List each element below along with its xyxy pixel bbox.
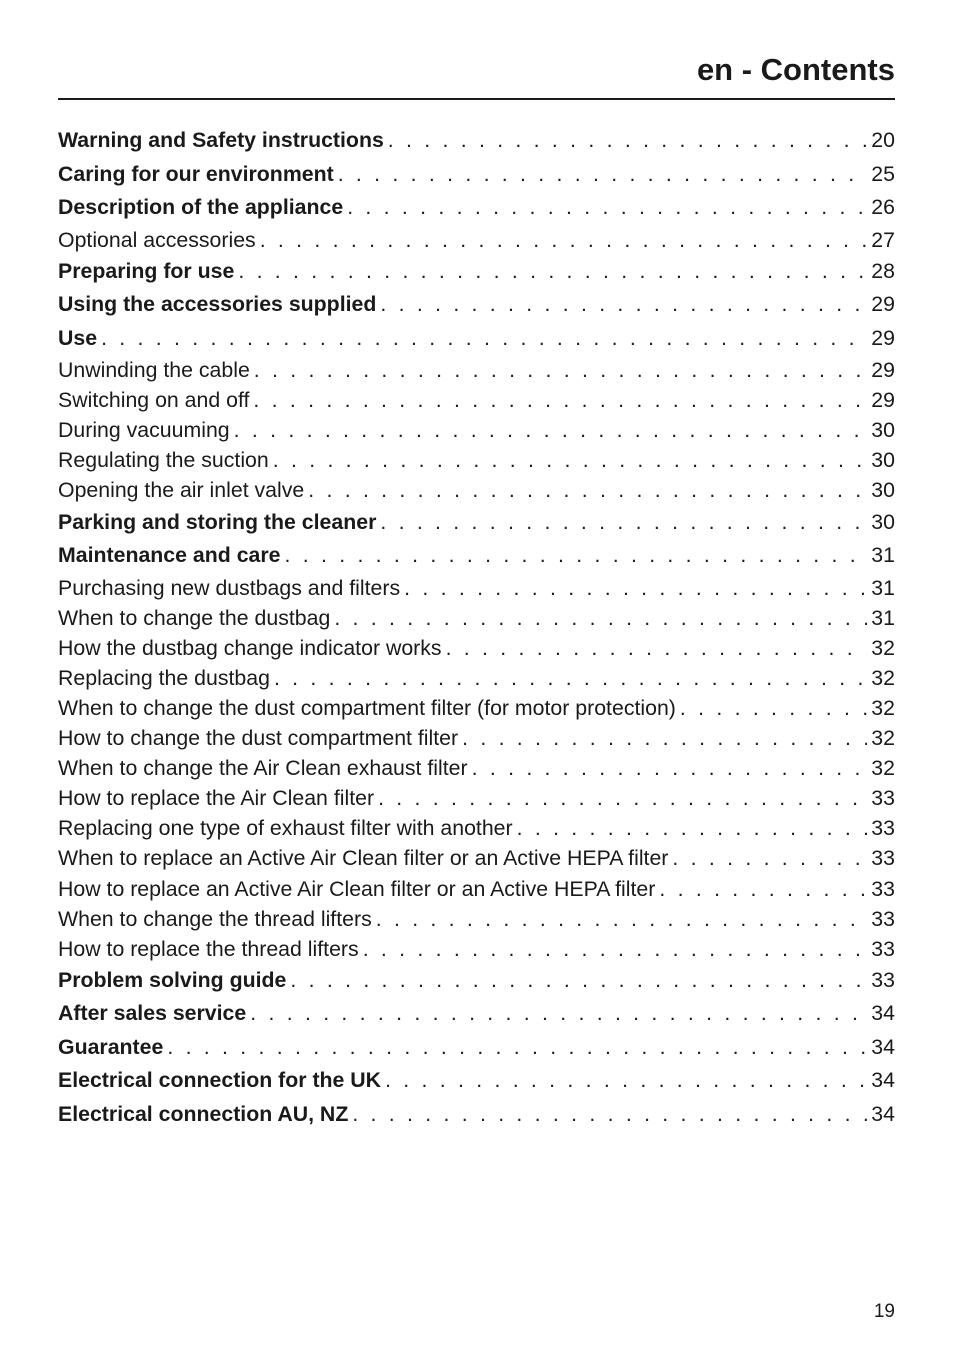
toc-entry-page: 34 [871, 1034, 895, 1059]
toc-entry[interactable] [58, 904, 895, 934]
toc-entry-page: 29 [871, 292, 895, 317]
toc-entry-page: 32 [871, 756, 895, 781]
toc-entry-title: How to replace an Active Air Clean filter or an Active HEPA filter [58, 876, 656, 901]
toc-entry[interactable] [58, 539, 895, 573]
toc-entry[interactable] [58, 191, 895, 225]
toc-entry-page: 26 [871, 195, 895, 219]
toc-entry[interactable] [58, 813, 895, 843]
toc-dot-leader [378, 783, 867, 813]
toc-dot-leader [680, 693, 867, 723]
toc-dot-leader [260, 225, 868, 255]
toc-dot-leader [250, 997, 867, 1031]
toc-entry-title: How the dustbag change indicator works [58, 635, 442, 660]
toc-entry[interactable] [58, 843, 895, 873]
toc-entry-title: Warning and Safety instructions [58, 128, 384, 152]
toc-entry-page: 33 [871, 967, 895, 992]
toc-dot-leader [238, 255, 867, 289]
toc-entry-title: Maintenance and care [58, 543, 281, 568]
toc-dot-leader [672, 843, 867, 873]
toc-entry-page: 30 [871, 418, 895, 443]
toc-entry-page: 27 [871, 227, 895, 252]
toc-entry-page: 32 [871, 635, 895, 660]
toc-entry-title: Replacing one type of exhaust filter with another [58, 816, 513, 841]
toc-entry[interactable] [58, 783, 895, 813]
toc-entry-title: Guarantee [58, 1034, 164, 1059]
toc-entry[interactable] [58, 693, 895, 723]
toc-entry-title: When to replace an Active Air Clean filter or an Active HEPA filter [58, 846, 669, 871]
toc-entry[interactable] [58, 385, 895, 415]
toc-entry-title: How to replace the thread lifters [58, 936, 359, 961]
toc-entry[interactable] [58, 506, 895, 540]
toc-entry-page: 31 [871, 543, 895, 568]
toc-entry-title: After sales service [58, 1001, 247, 1026]
toc-entry-title: Problem solving guide [58, 967, 287, 992]
toc-entry-page: 29 [871, 325, 895, 350]
page-title: en - Contents [696, 52, 895, 87]
toc-dot-leader [517, 813, 868, 843]
toc-entry-page: 34 [871, 1001, 895, 1026]
toc-dot-leader [254, 355, 868, 385]
toc-entry-page: 33 [871, 906, 895, 931]
toc-entry-title: Switching on and off [58, 388, 250, 413]
toc-entry[interactable] [58, 225, 895, 255]
toc-entry-title: When to change the Air Clean exhaust filter [58, 756, 468, 781]
toc-entry[interactable] [58, 322, 895, 356]
toc-entry-title: How to replace the Air Clean filter [58, 786, 375, 811]
toc-dot-leader [290, 964, 867, 998]
toc-entry-page: 31 [871, 605, 895, 630]
toc-entry-page: 28 [871, 258, 895, 283]
toc-entry[interactable] [58, 874, 895, 904]
toc-entry-title: Unwinding the cable [58, 358, 250, 383]
toc-dot-leader [234, 415, 868, 445]
toc-entry[interactable] [58, 1098, 895, 1132]
toc-dot-leader [308, 475, 867, 505]
toc-entry[interactable] [58, 1064, 895, 1098]
toc-entry-title: Caring for our environment [58, 161, 334, 186]
toc-dot-leader [376, 904, 868, 934]
toc-dot-leader [462, 723, 867, 753]
toc-entry-page: 20 [871, 128, 895, 152]
toc-entry-page: 34 [871, 1068, 895, 1093]
toc-dot-leader [274, 663, 867, 693]
toc-dot-leader [472, 753, 868, 783]
toc-entry-title: Purchasing new dustbags and filters [58, 575, 401, 600]
toc-dot-leader [167, 1031, 867, 1065]
toc-entry-title: Opening the air inlet valve [58, 478, 305, 503]
toc-dot-leader [446, 633, 868, 663]
toc-entry-title: Electrical connection for the UK [58, 1068, 382, 1093]
toc-entry-page: 32 [871, 665, 895, 690]
toc-entry[interactable] [58, 475, 895, 505]
toc-entry[interactable] [58, 723, 895, 753]
toc-dot-leader [380, 288, 867, 322]
toc-entry-title: Electrical connection AU, NZ [58, 1101, 349, 1126]
toc-entry-page: 25 [871, 161, 895, 186]
toc-dot-leader [385, 1064, 867, 1098]
toc-entry-page: 30 [871, 448, 895, 473]
toc-entry[interactable] [58, 124, 895, 158]
toc-entry-page: 33 [871, 876, 895, 901]
toc-entry-title: Use [58, 325, 98, 350]
toc-dot-leader [404, 573, 867, 603]
toc-dot-leader [363, 934, 868, 964]
toc-entry-title: When to change the thread lifters [58, 906, 372, 931]
toc-entry-page: 33 [871, 786, 895, 811]
toc-entry-title: Regulating the suction [58, 448, 269, 473]
toc-entry-title: Description of the appliance [58, 195, 344, 219]
toc-entry-page: 33 [871, 936, 895, 961]
toc-entry[interactable] [58, 288, 895, 322]
page-number: 19 [873, 1301, 895, 1322]
toc-entry-title: Parking and storing the cleaner [58, 509, 377, 534]
toc-entry[interactable] [58, 355, 895, 385]
toc-entry-title: When to change the dust compartment filter (for motor protection) [58, 695, 676, 720]
toc-entry-page: 33 [871, 816, 895, 841]
toc-entry[interactable] [58, 663, 895, 693]
toc-entry-title: During vacuuming [58, 418, 230, 443]
toc-dot-leader [285, 539, 868, 573]
toc-entry[interactable] [58, 964, 895, 998]
toc-dot-leader [253, 385, 867, 415]
toc-entry[interactable] [58, 415, 895, 445]
header-divider [58, 98, 895, 100]
toc-entry[interactable] [58, 158, 895, 192]
toc-entry-page: 30 [871, 478, 895, 503]
toc-entry[interactable] [58, 753, 895, 783]
toc-entry-page: 29 [871, 358, 895, 383]
toc-dot-leader [352, 1098, 867, 1132]
toc-entry[interactable] [58, 997, 895, 1031]
table-of-contents [58, 124, 895, 1131]
toc-dot-leader [334, 603, 867, 633]
toc-entry[interactable] [58, 633, 895, 663]
toc-entry-page: 32 [871, 726, 895, 751]
toc-entry[interactable] [58, 255, 895, 289]
toc-entry-title: How to change the dust compartment filter [58, 726, 459, 751]
toc-entry-page: 29 [871, 388, 895, 413]
toc-entry-page: 33 [871, 846, 895, 871]
toc-entry-page: 30 [871, 509, 895, 534]
toc-dot-leader [388, 124, 868, 158]
toc-entry-title: Optional accessories [58, 227, 256, 252]
toc-entry-title: Replacing the dustbag [58, 665, 270, 690]
toc-entry[interactable] [58, 445, 895, 475]
toc-dot-leader [380, 506, 867, 540]
toc-entry-page: 31 [871, 575, 895, 600]
toc-dot-leader [273, 445, 868, 475]
toc-dot-leader [659, 874, 867, 904]
toc-entry-title: When to change the dustbag [58, 605, 331, 630]
toc-entry[interactable] [58, 603, 895, 633]
toc-entry-page: 32 [871, 695, 895, 720]
toc-entry[interactable] [58, 1031, 895, 1065]
toc-entry[interactable] [58, 934, 895, 964]
toc-entry-page: 34 [871, 1101, 895, 1126]
toc-entry-title: Using the accessories supplied [58, 292, 377, 317]
toc-dot-leader [101, 322, 867, 356]
toc-dot-leader [347, 191, 867, 225]
toc-dot-leader [338, 158, 868, 192]
toc-entry-title: Preparing for use [58, 258, 235, 283]
toc-entry[interactable] [58, 573, 895, 603]
